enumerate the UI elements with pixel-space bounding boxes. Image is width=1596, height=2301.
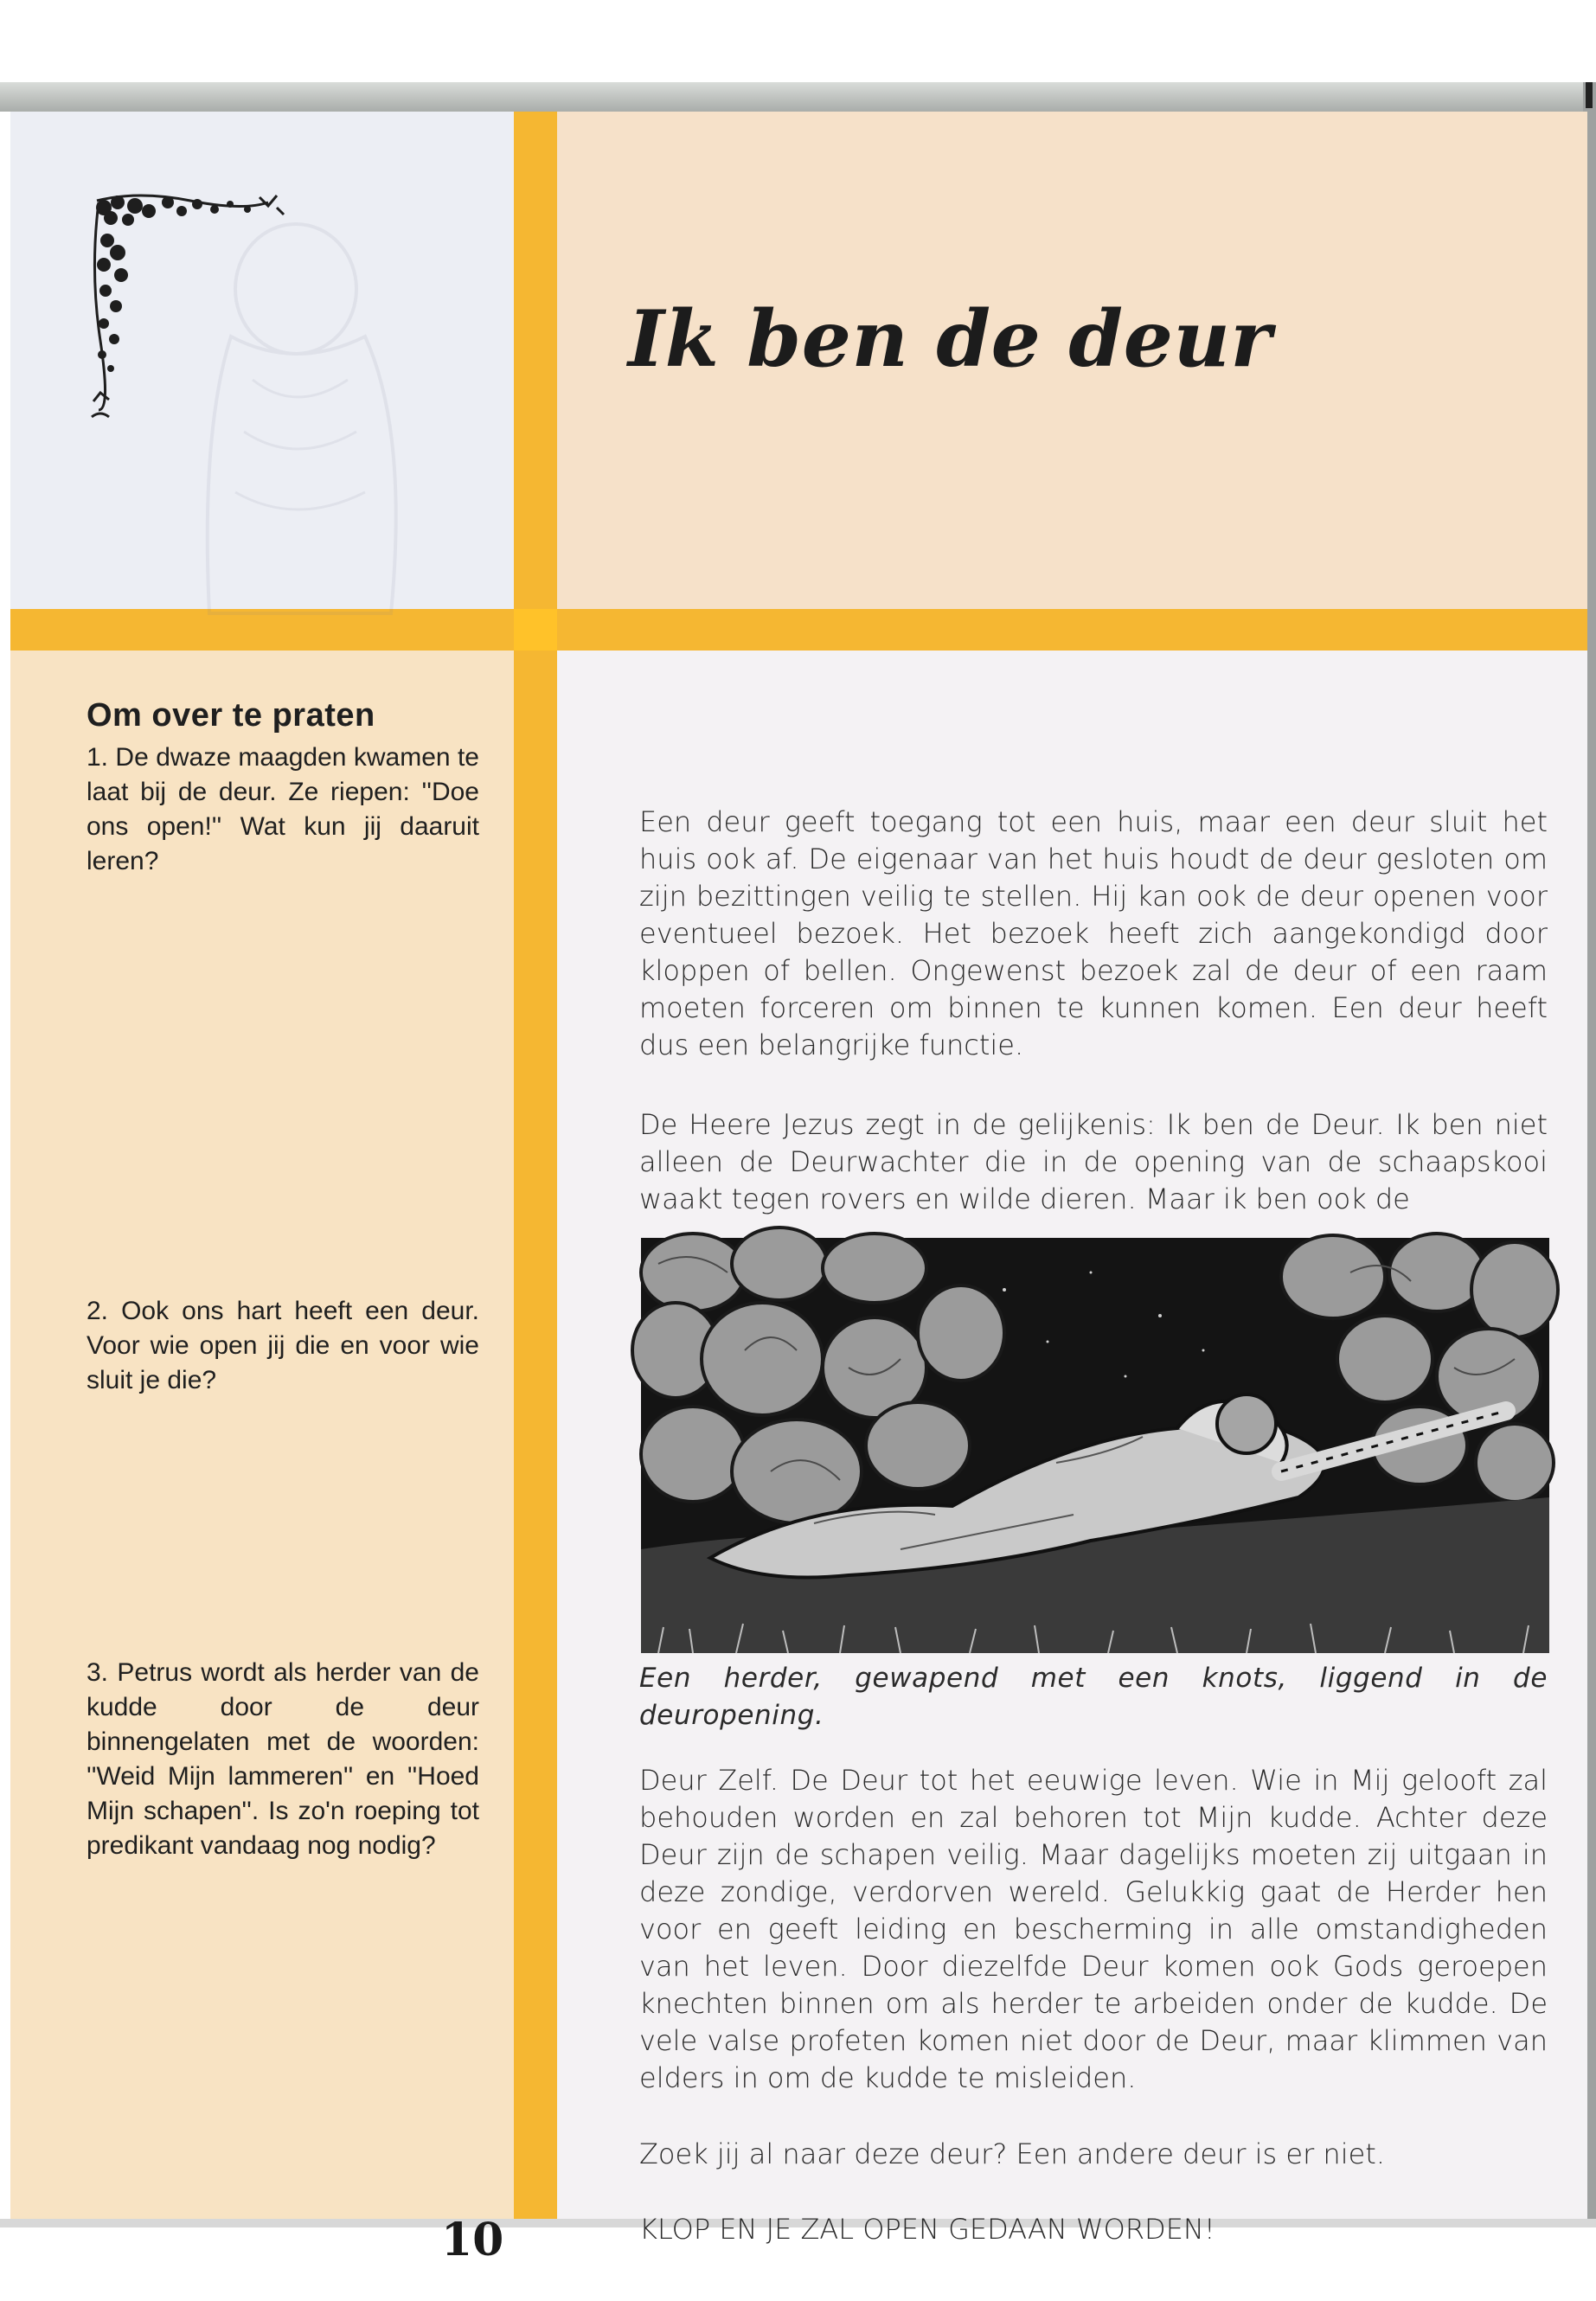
body-paragraph-4: Zoek jij al naar deze deur? Een andere deur is er niet. <box>639 2138 1385 2170</box>
discussion-question-1: 1. De dwaze maagden kwamen te laat bij de deur. Ze riepen: ''Doe ons open!'' Wat kun jij daaruit leren? <box>87 743 479 875</box>
horizontal-accent-bar <box>10 609 1587 651</box>
discussion-question-3: 3. Petrus wordt als herder van de kudde door de deur binnengelaten met de woorden: ''Weid Mijn lammeren'' en ''Hoed Mijn schapen''. Is zo'n roeping tot predikant vandaag nog nodig? <box>87 1658 479 1860</box>
body-paragraph-1: Een deur geeft toegang tot een huis, maar een deur sluit het huis ook af. De eigenaar van het huis houdt de deur gesloten om zijn bezittingen veilig te stellen. Hij kan ook de deur openen voor eventueel bezoek. Het bezoek heeft zich aangekondigd door kloppen of bellen. Ongewenst bezoek zal de deur of een raam moeten forceren om binnen te kunnen komen. Een deur heeft dus een belangrijke functie. <box>639 805 1548 1061</box>
illustration-caption: Een herder, gewapend met een knots, liggend in de deuropening. <box>639 1663 1548 1731</box>
book-page <box>10 112 1587 2266</box>
discussion-question-2: 2. Ook ons hart heeft een deur. Voor wie open jij die en voor wie sluit je die? <box>87 1297 479 1394</box>
accent-bar-crossing <box>514 609 557 651</box>
book-edge-top <box>0 82 1596 112</box>
sidebar-heading: Om over te praten <box>87 697 375 734</box>
shepherd-illustration <box>641 1238 1549 1653</box>
body-paragraph-2: De Heere Jezus zegt in de gelijkenis: Ik ben de Deur. Ik ben niet alleen de Deurwachter die in de opening van de schaapskooi waakt tegen rovers en wilde dieren. Maar ik ben ook de <box>639 1108 1548 1215</box>
page-title: Ik ben de deur <box>628 293 1272 385</box>
page-number: 10 <box>441 2214 504 2266</box>
book-edge-corner <box>1586 82 1593 108</box>
vertical-accent-bar <box>514 112 557 2219</box>
floral-corner-ornament-icon <box>87 185 311 445</box>
body-paragraph-3: Deur Zelf. De Deur tot het eeuwige leven. Wie in Mij gelooft zal behouden worden en zal behoren tot Mijn kudde. Achter deze Deur zijn de schapen veilig. Maar dagelijks moeten zij uitgaan in deze zondige, verdorven wereld. Gelukkig gaat de Herder hen voor en geeft leiding en bescherming in alle omstandigheden van het leven. Door diezelfde Deur komen ook Gods geroepen knechten binnen om als herder te arbeiden onder de kudde. De vele valse profeten komen niet door de Deur, maar klimmen van elders in om de kudde te misleiden. <box>639 1764 1548 2094</box>
sidebar-panel <box>10 651 514 2219</box>
discussion-sidebar <box>87 695 479 1860</box>
body-closing-line: KLOP EN JE ZAL OPEN GEDAAN WORDEN! <box>639 2213 1215 2246</box>
